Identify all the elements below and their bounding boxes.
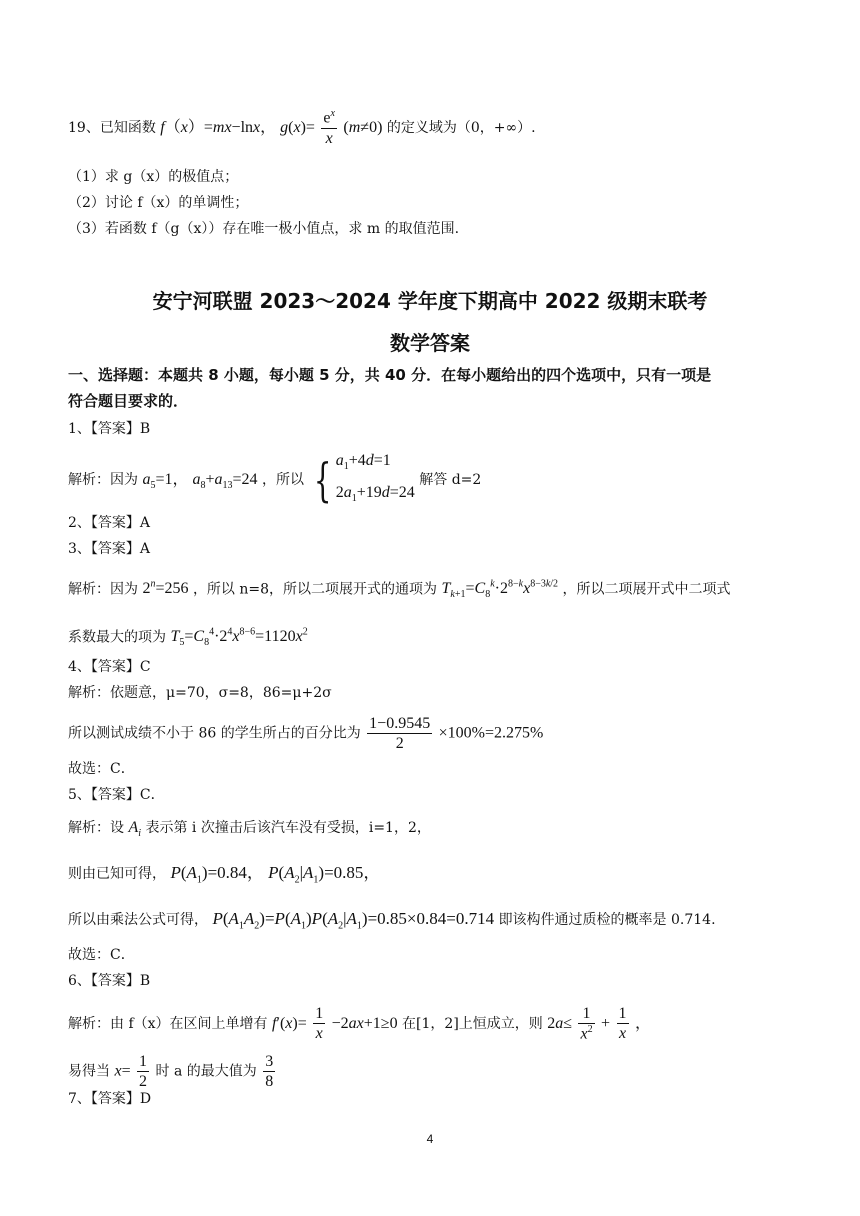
answer-6-explanation: 解析：由 f（x）在区间上单增有 f′(x)= $\frac{1}{x}$ −2ax+1≥0 在[1，2]上恒成立，则 2a≤ $\frac{1}{x^2}$ + $\frac{1}{x}$ ， [68, 1005, 651, 1043]
answer-1-explanation: 解析：因为 $a_5=1$， $a_8+a_{13}=24$ ，所以 { $a_1+4d=1$ $2a_1+19d=24$ 解答 d=2 [68, 448, 481, 512]
answer-5-conclusion: 故选：C． [68, 947, 135, 963]
q19-stem: 19、已知函数 f（x）=mx−lnx， g(x)= $\frac{e^x}{x}$ (m≠0) 的定义域为（0，+∞）. [68, 108, 536, 147]
answer-subtitle: 数学答案 [390, 331, 470, 355]
q19-f-def: f（x）=mx−lnx， g(x)= [160, 118, 315, 136]
section1-heading-line1: 一、选择题：本题共 8 小题，每小题 5 分，共 40 分．在每小题给出的四个选项中，只有一项是 [68, 366, 712, 384]
answer-5-explanation: 解析：设 $A_i$ 表示第 i 次撞击后该汽车没有受损，i=1，2， [68, 819, 431, 840]
answer-3: 3、【答案】A [68, 541, 151, 557]
answer-1: 1、【答案】B [68, 421, 151, 437]
answer-3-explanation-2: 系数最大的项为 $T_5=C_8^4\cdot 2^4x^{8-6}=1120x^2$ [68, 627, 308, 649]
equation-system: $a_1+4d=1$ $2a_1+19d=24$ [335, 452, 415, 505]
system-brace: { [314, 453, 332, 508]
answer-6-explanation-2: 易得当 x= $\frac{1}{2}$ 时 a 的最大值为 $\frac{3}{8}$ [68, 1053, 274, 1091]
answer-4-explanation: 解析：依题意，μ=70，σ=8，86=μ+2σ [68, 685, 332, 701]
answer-2: 2、【答案】A [68, 515, 151, 531]
section1-heading-line2: 符合题目要求的． [68, 392, 189, 410]
answer-7: 7、【答案】D [68, 1091, 152, 1107]
page-number: 4 [426, 1132, 434, 1146]
q19-part3: （3）若函数 f（g（x））存在唯一极小值点，求 m 的取值范围. [68, 221, 460, 237]
q19-part2: （2）讨论 f（x）的单调性； [68, 195, 249, 211]
answer-3-explanation: 解析：因为 $2^n=256$ ，所以 n=8，所以二项展开式的通项为 $T_{k+1}=C_8^k\cdot 2^{8-k}x^{8-3k/2}$ ，所以二项展开式中二项式 [68, 579, 731, 601]
exam-title: 安宁河联盟 2023～2024 学年度下期高中 2022 级期末联考 [152, 289, 708, 313]
answer-6: 6、【答案】B [68, 973, 151, 989]
answer-5-explanation-2: 则由已知可得， $P(A_1)=0.84$， $P(A_2|A_1)=0.85$， [68, 863, 381, 886]
q19-g-frac: $\frac{e^x}{x}$ [323, 108, 335, 147]
answer-5: 5、【答案】C． [68, 787, 165, 803]
answer-4-conclusion: 故选：C． [68, 761, 135, 777]
q19-part1: （1）求 g（x）的极值点； [68, 169, 239, 185]
answer-4: 4、【答案】C [68, 659, 151, 675]
answer-4-explanation-2: 所以测试成绩不小于 86 的学生所占的百分比为 $\frac{1-0.9545}{2}$ ×100%=2.275% [68, 715, 544, 753]
answer-5-explanation-3: 所以由乘法公式可得， $P(A_1A_2)=P(A_1)P(A_2|A_1)=0.85\times 0.84=0.714$ 即该构件通过质检的概率是 0.714. [68, 909, 716, 932]
